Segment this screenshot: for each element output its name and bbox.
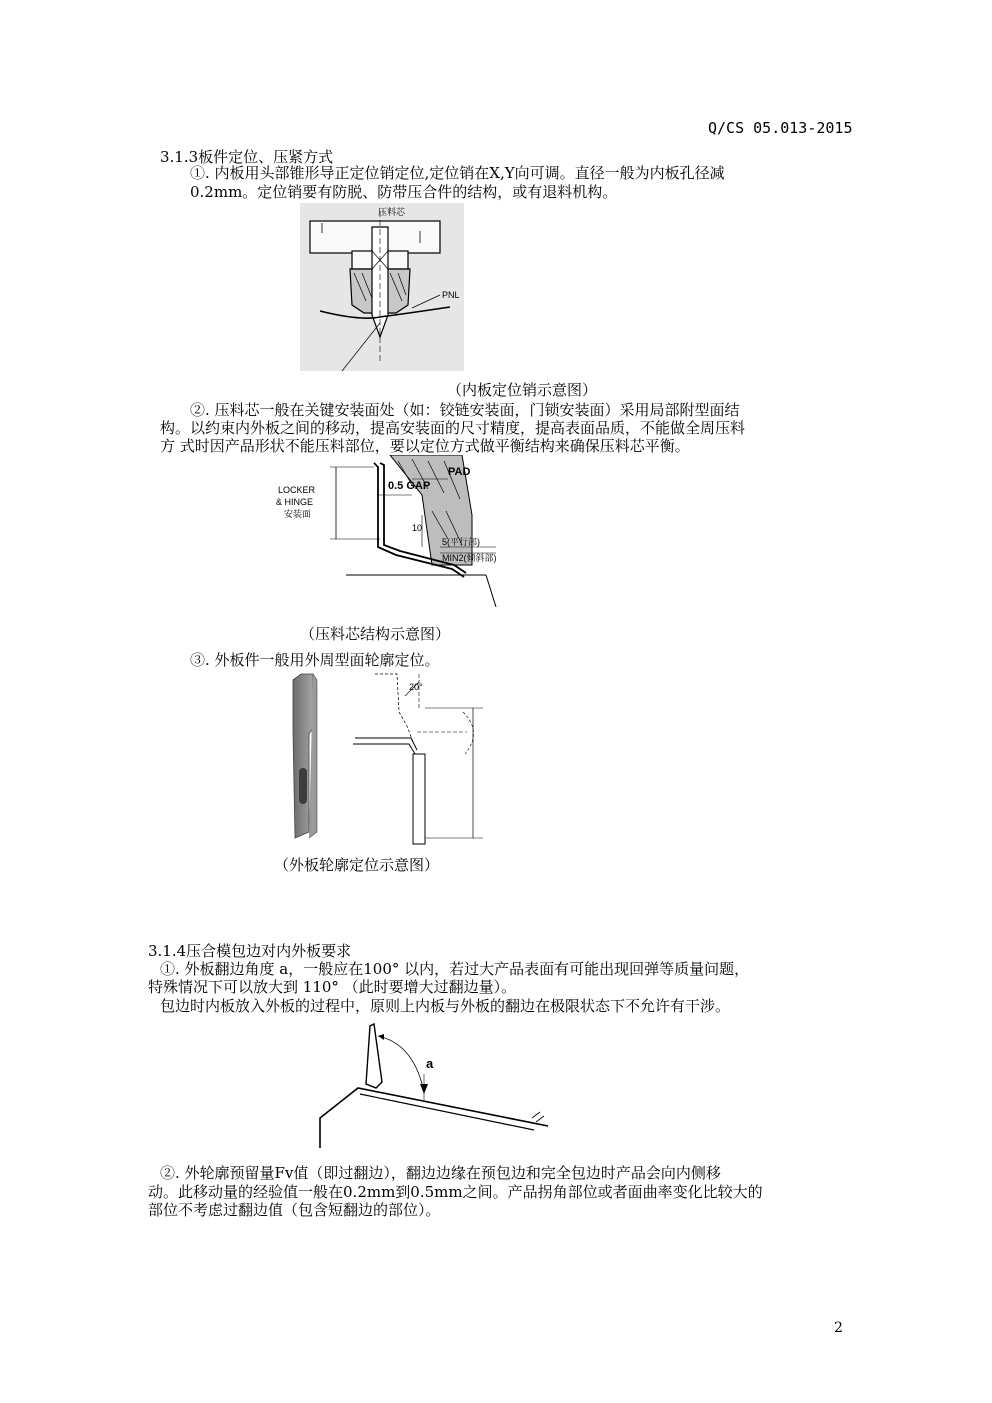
fig4-angle-label: a xyxy=(426,1056,434,1071)
fig2-hinge-label: & HINGE xyxy=(276,497,314,507)
paragraph-line: 动。此移动量的经验值一般在0.2mm到0.5mm之间。产品拐角部位或者面曲率变化比较大的 xyxy=(148,1183,763,1201)
paragraph-line: ①. 内板用头部锥形导正定位销定位,定位销在X,Y向可调。直径一般为内板孔径减 xyxy=(190,164,725,182)
figure-caption: （外板轮廓定位示意图） xyxy=(274,856,440,874)
paragraph-line: ③. 外板件一般用外周型面轮廓定位。 xyxy=(190,651,440,669)
document-code: Q/CS 05.013-2015 xyxy=(708,119,853,137)
flange-angle-diagram xyxy=(318,1022,554,1148)
locating-pin-diagram xyxy=(300,203,464,371)
fig1-label-top: 压料芯 xyxy=(378,207,406,217)
fig1-label-pnl: PNL xyxy=(442,290,460,300)
fig2-min2-label: MIN2(倾斜部) xyxy=(442,553,497,563)
fig2-locker-label: LOCKER xyxy=(278,485,316,495)
figure-caption: （内板定位销示意图） xyxy=(447,381,598,399)
paragraph-line: 0.2mm。定位销要有防脱、防带压合件的结构，或有退料机构。 xyxy=(190,183,618,201)
outer-panel-locator-diagram xyxy=(287,672,487,848)
fig2-gap-label: 0.5 GAP xyxy=(388,480,431,492)
paragraph-line: 包边时内板放入外板的过程中，原则上内板与外板的翻边在极限状态下不允许有干涉。 xyxy=(160,997,731,1015)
fig2-ten-label: 10 xyxy=(412,523,423,533)
fig2-mount-label: 安装面 xyxy=(284,509,312,519)
paragraph-line: ②. 外轮廓预留量Fv值（即过翻边），翻边边缘在预包边和完全包边时产品会向内侧移 xyxy=(160,1164,721,1182)
fig2-five-label: 5(平行部) xyxy=(442,537,480,547)
paragraph-line: 部位不考虑过翻边值（包含短翻边的部位）。 xyxy=(148,1201,441,1219)
paragraph-line: ②. 压料芯一般在关键安装面处（如：铰链安装面，门锁安装面）采用局部附型面结 xyxy=(190,401,740,419)
paragraph-line: 方 式时因产品形状不能压料部位，要以定位方式做平衡结构来确保压料芯平衡。 xyxy=(160,437,690,455)
fig2-pad-label: PAD xyxy=(448,466,471,478)
paragraph-line: ①. 外板翻边角度 a，一般应在100° 以内，若过大产品表面有可能出现回弹等质量问题， xyxy=(160,960,750,978)
figure-caption: （压料芯结构示意图） xyxy=(300,625,451,643)
section-heading-3-1-3: 3.1.3板件定位、压紧方式 xyxy=(160,148,334,166)
paragraph-line: 构。以约束内外板之间的移动，提高安装面的尺寸精度，提高表面品质，不能做全周压料 xyxy=(160,419,746,437)
paragraph-line: 特殊情况下可以放大到 110° （此时要增大过翻边量）。 xyxy=(148,978,517,996)
page-number: 2 xyxy=(834,1320,843,1336)
pad-structure-diagram xyxy=(272,455,504,607)
section-heading-3-1-4: 3.1.4压合模包边对内外板要求 xyxy=(148,942,352,960)
fig3-angle-label: 20° xyxy=(409,682,423,692)
